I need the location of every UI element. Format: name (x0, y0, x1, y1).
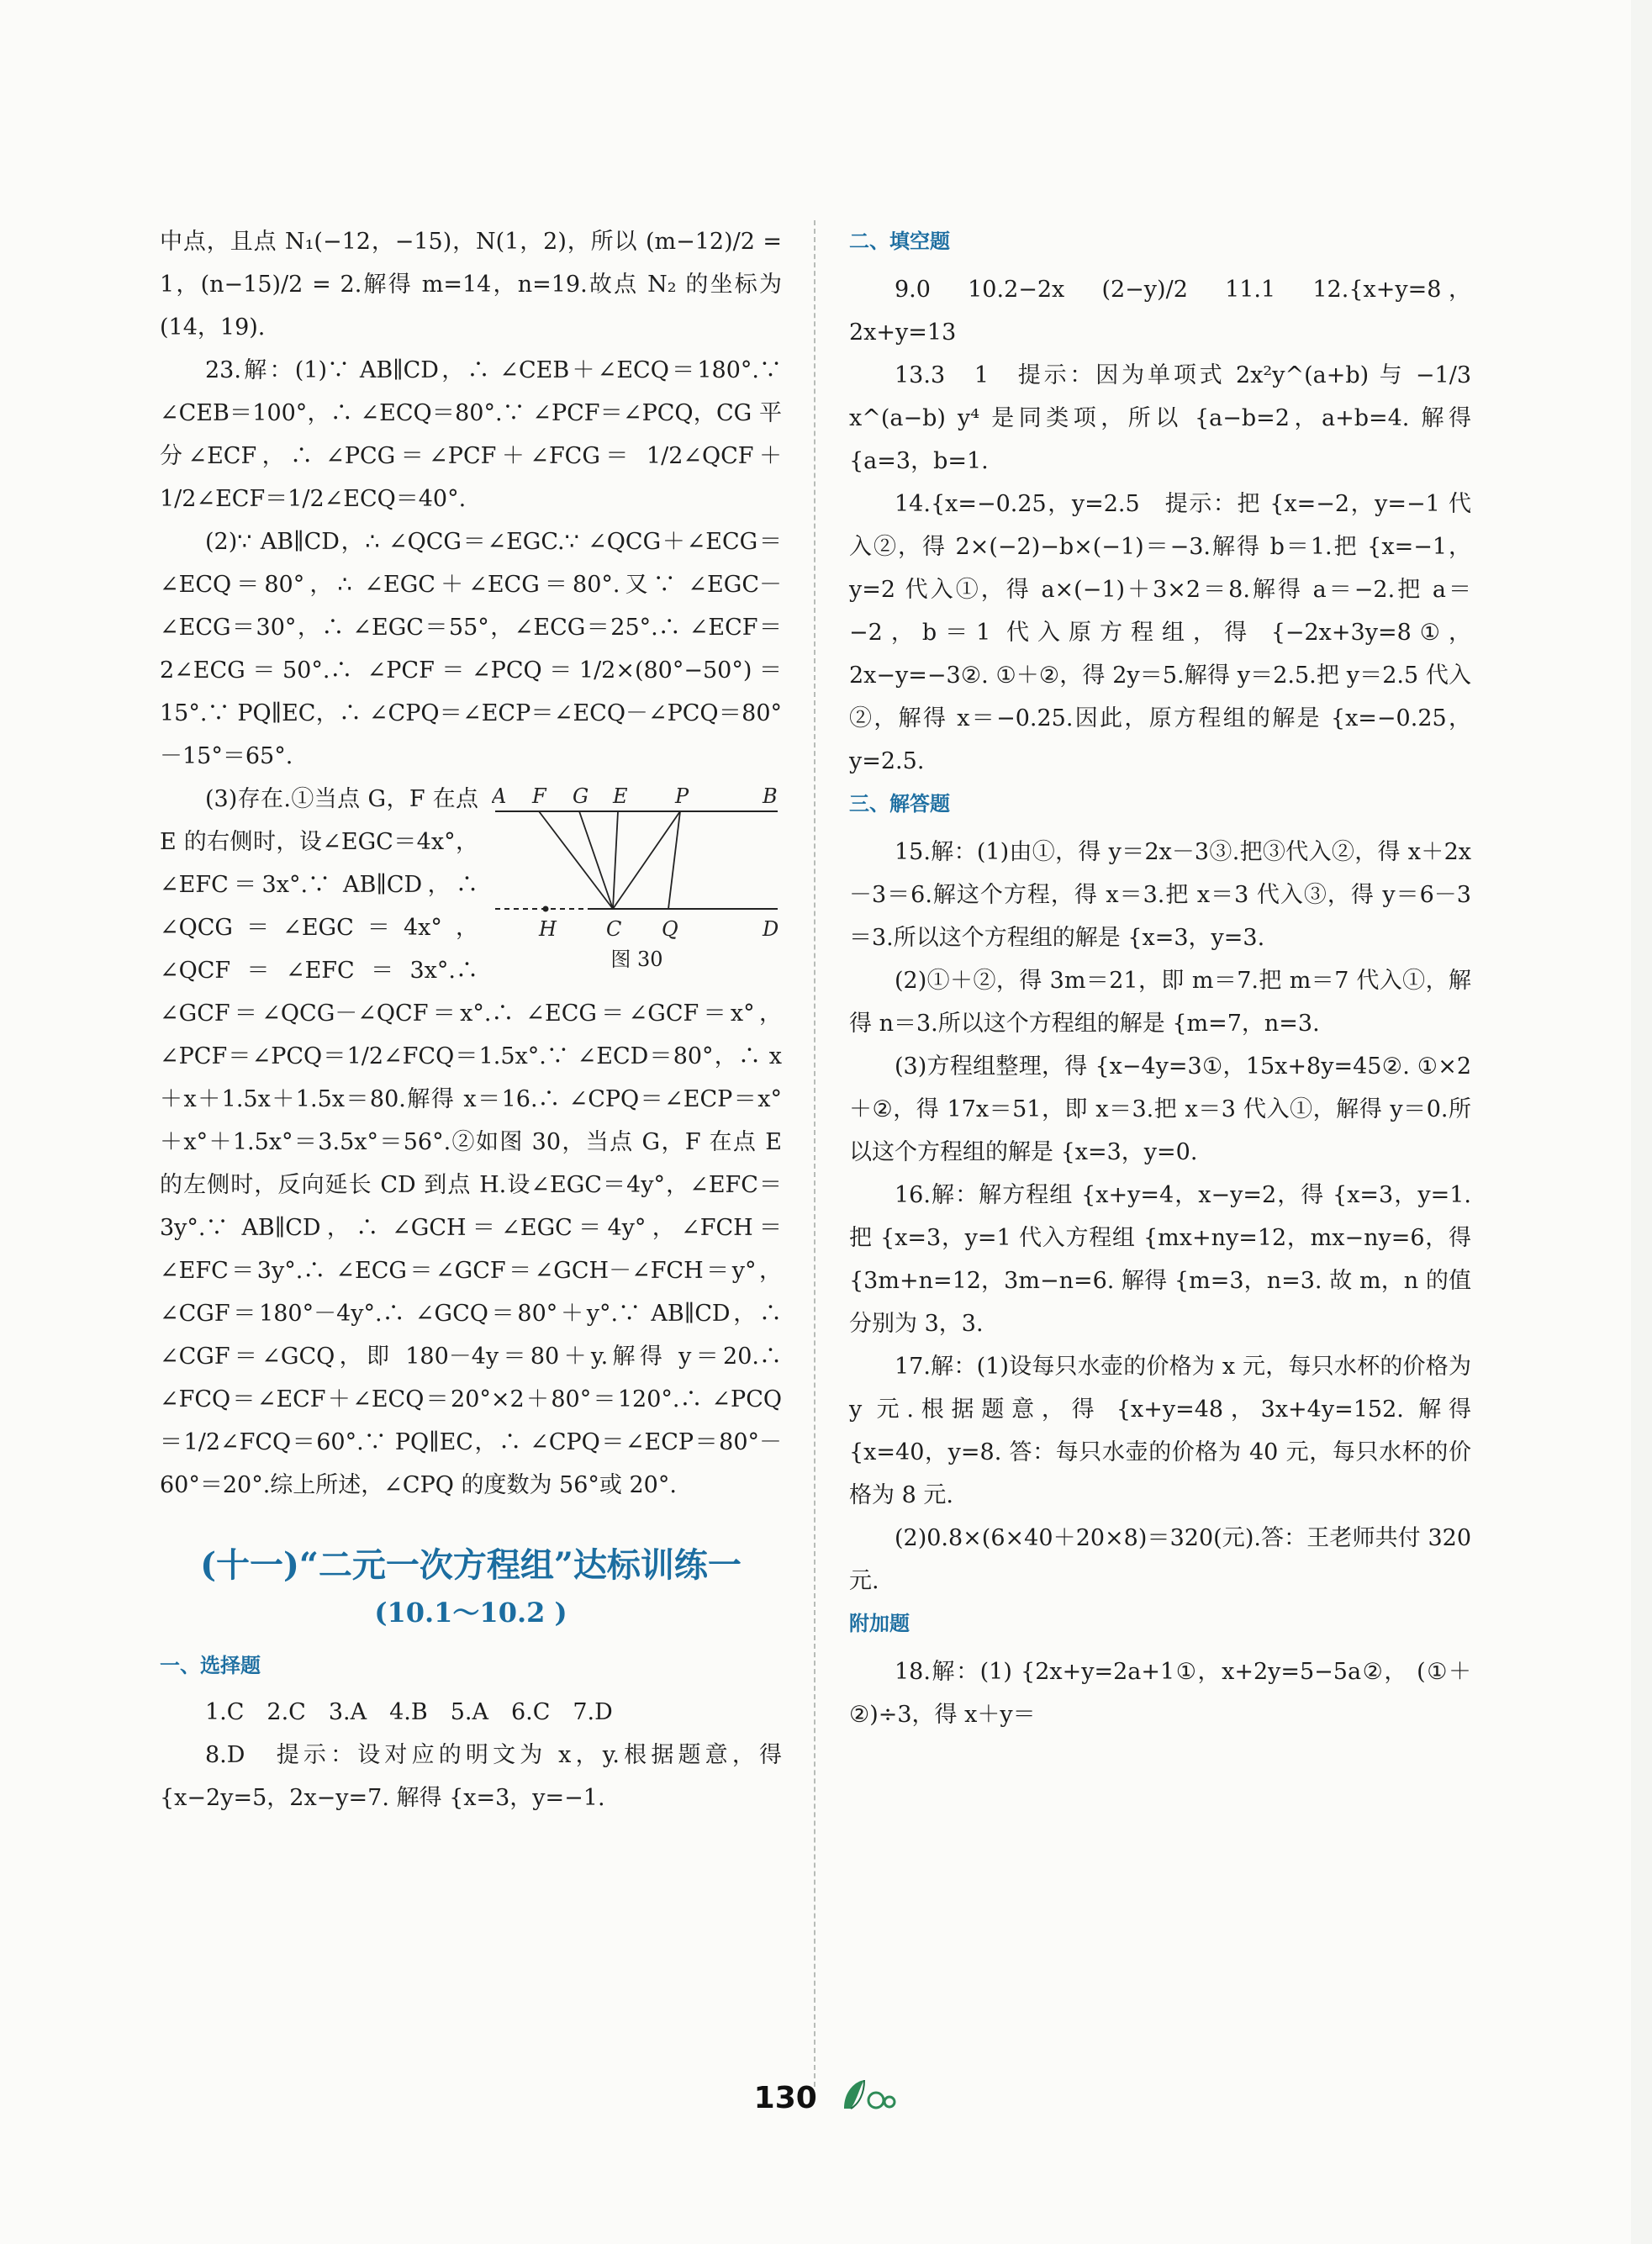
paragraph-q17-2: (2)0.8×(6×40＋20×8)＝320(元).答：王老师共付 320 元. (849, 1525, 1471, 1594)
fill-answers: 9.0 10.2−2x (2−y)/2 11.1 12.{x+y=8，2x+y=13 (849, 277, 1471, 346)
section-heading-choice: 一、选择题 (160, 1654, 261, 1677)
label-d: D (763, 917, 779, 941)
chapter-title: (十一)“二元一次方程组”达标训练一 (200, 1545, 742, 1585)
paragraph-q15-1: 15.解：(1)由①，得 y＝2x－3③.把③代入②，得 x＋2x－3＝6.解这个方程，得 x＝3.把 x＝3 代入③，得 y＝6－3＝3.所以这个方程组的解是 {x=3，y=3. (849, 839, 1471, 951)
figure-caption: 图 30 (610, 948, 663, 971)
page-number-text: 130 (753, 2081, 817, 2115)
paragraph-q14: 14.{x=−0.25，y=2.5 提示：把 {x=−2，y=−1 代入②，得 2×(−2)−b×(−1)＝−3.解得 b＝1.把 {x=−1，y=2 代入①，得 a×(−1)＋3×2＝8.解得 a＝−2.把 a＝−2，b＝1 代入原方程组，得 {−2x+3y=8①，2x−y=−3②. ①＋②，得 2y＝5.解得 y＝2.5.把 y＝2.5 代入②，解得 x＝−0.25.因此，原方程组的解是 {x=−0.25，y=2.5. (849, 491, 1471, 774)
right-column (849, 220, 1471, 1736)
leaf-swirl-icon (839, 2075, 898, 2121)
section-heading-extra: 附加题 (849, 1612, 910, 1635)
point-h (543, 906, 549, 912)
label-a: A (492, 784, 507, 808)
paragraph-q13: 13.3 1 提示：因为单项式 2x²y^(a+b) 与 −1/3 x^(a−b) y⁴ 是同类项，所以 {a−b=2，a+b=4. 解得 {a=3，b=1. (849, 362, 1471, 474)
label-h: H (539, 917, 557, 941)
paragraph-midpoint: 中点，且点 N₁(−12，−15)，N(1，2)，所以 (m−12)/2 = 1，(n−15)/2 = 2.解得 m=14，n=19.故点 N₂ 的坐标为(14，19). (160, 229, 782, 341)
figure-30 (492, 783, 782, 976)
label-f: F (532, 784, 546, 808)
paragraph-q23-part3: (3)存在.①当点 G，F 在点 E 的右侧时，设∠EGC＝4x°，∠EFC＝3x°.∵ AB∥CD，∴ ∠QCG＝∠EGC＝4x°，∠QCF＝∠EFC＝3x°.∴ ∠GCF＝∠QCG－∠QCF＝x°.∴ ∠ECG＝∠GCF＝x°，∠PCF＝∠PCQ＝1/2∠FCQ＝1.5x°.∵ ∠ECD＝80°，∴ x＋x＋1.5x＋1.5x＝80.解得 x＝16.∴ ∠CPQ＝∠ECP＝x°＋x°＋1.5x°＝3.5x°＝56°.②如图 30，当点 G，F 在点 E 的左侧时，反向延长 CD 到点 H.设∠EGC＝4y°，∠EFC＝3y°.∵ AB∥CD，∴ ∠GCH＝∠EGC＝4y°，∠FCH＝∠EFC＝3y°.∴ ∠ECG＝∠GCF＝∠GCH－∠FCH＝y°，∠CGF＝180°－4y°.∴ ∠GCQ＝80°＋y°.∵ AB∥CD，∴ ∠CGF＝∠GCQ，即 180－4y＝80＋y.解得 y＝20.∴ ∠FCQ＝∠ECF＋∠ECQ＝20°×2＋80°＝120°.∴ ∠PCQ＝1/2∠FCQ＝60°.∵ PQ∥EC，∴ ∠CPQ＝∠ECP＝80°－60°＝20°.综上所述，∠CPQ 的度数为 56°或 20°. (160, 786, 782, 1498)
paragraph-q18: 18.解：(1) {2x+y=2a+1①，x+2y=5−5a②， (①＋②)÷3，得 x＋y＝ (849, 1659, 1471, 1728)
choice-answers: 1.C 2.C 3.A 4.B 5.A 6.C 7.D (205, 1699, 613, 1725)
column-divider (814, 220, 815, 2087)
label-c: C (606, 917, 622, 941)
paragraph-q16: 16.解：解方程组 {x+y=4，x−y=2，得 {x=3，y=1. 把 {x=3，y=1 代入方程组 {mx+ny=12，mx−ny=6，得 {3m+n=12，3m−n=6. 解得 {m=3，n=3. 故 m，n 的值分别为 3，3. (849, 1182, 1471, 1337)
segment-ce (613, 811, 618, 909)
label-e: E (613, 784, 628, 808)
left-column (160, 220, 782, 1819)
paragraph-q17-1: 17.解：(1)设每只水壶的价格为 x 元，每只水杯的价格为 y 元.根据题意，得 {x+y=48，3x+4y=152. 解得 {x=40，y=8. 答：每只水壶的价格为 40 元，每只水杯的价格为 8 元. (849, 1354, 1471, 1508)
paragraph-q23-part2: (2)∵ AB∥CD，∴ ∠QCG＝∠EGC.∵ ∠QCG＋∠ECG＝∠ECQ＝80°，∴ ∠EGC＋∠ECG＝80°.又∵ ∠EGC－∠ECG＝30°，∴ ∠EGC＝55°，∠ECG＝25°.∴ ∠ECF＝2∠ECG＝50°.∴ ∠PCF＝∠PCQ＝1/2×(80°−50°)＝15°.∵ PQ∥EC，∴ ∠CPQ＝∠ECP＝∠ECQ－∠PCQ＝80°－15°＝65°. (160, 529, 782, 769)
paragraph-q8: 8.D 提示：设对应的明文为 x，y.根据题意，得 {x−2y=5，2x−y=7. 解得 {x=3，y=−1. (160, 1742, 782, 1811)
label-q: Q (662, 917, 678, 941)
paragraph-q15-3: (3)方程组整理，得 {x−4y=3①，15x+8y=45②. ①×2＋②，得 17x＝51，即 x＝3.把 x＝3 代入①，解得 y＝0.所以这个方程组的解是 {x=3，y=0. (849, 1053, 1471, 1165)
chapter-subtitle: (10.1～10.2 ) (374, 1597, 567, 1629)
section-heading-solve: 三、解答题 (849, 792, 950, 816)
page-number (0, 2075, 1652, 2121)
paragraph-q23-part1: 23.解：(1)∵ AB∥CD，∴ ∠CEB＋∠ECQ＝180°.∵ ∠CEB＝100°，∴ ∠ECQ＝80°.∵ ∠PCF＝∠PCQ，CG 平分∠ECF，∴ ∠PCG＝∠PCF＋∠FCG＝ 1/2∠QCF＋1/2∠ECF＝1/2∠ECQ＝40°. (160, 357, 782, 512)
section-heading-fill: 二、填空题 (849, 230, 950, 253)
label-g: G (573, 784, 589, 808)
paragraph-q15-2: (2)①＋②，得 3m＝21，即 m＝7.把 m＝7 代入①，解得 n＝3.所以这个方程组的解是 {m=7，n=3. (849, 968, 1471, 1037)
label-b: B (763, 784, 778, 808)
segment-cg (579, 811, 613, 909)
segment-cf (539, 811, 613, 909)
label-p: P (675, 784, 689, 808)
geometry-diagram (492, 783, 782, 942)
